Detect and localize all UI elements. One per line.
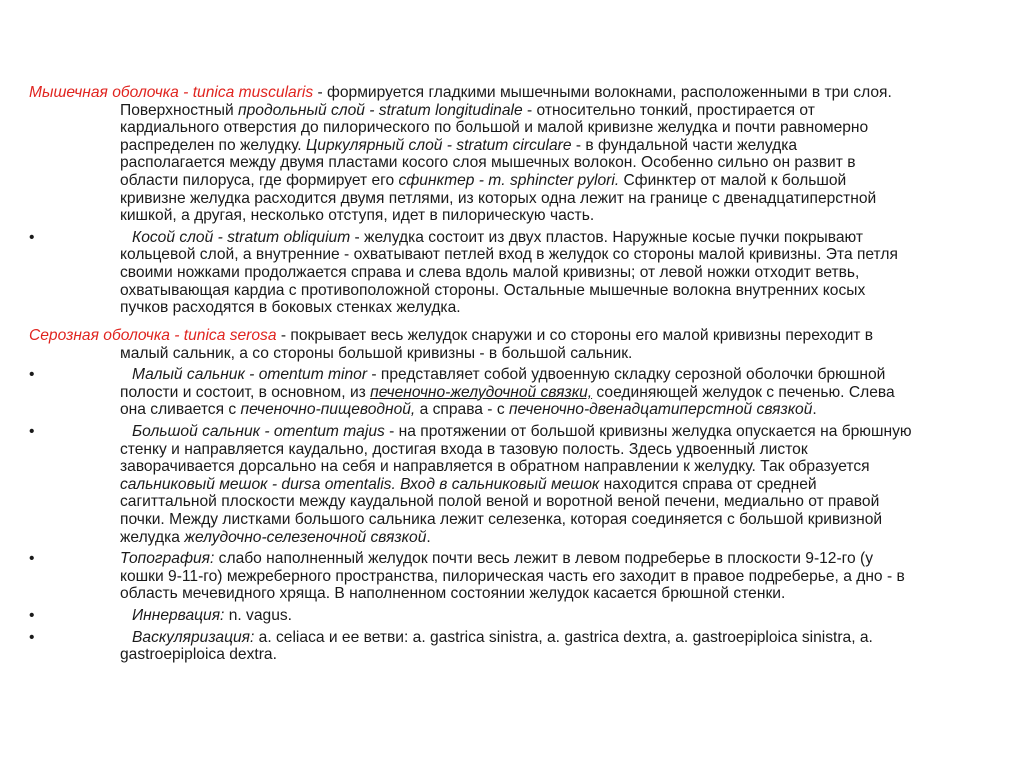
text-line: сальниковый мешок - dursa omentalis. Вход в сальниковый мешок находится справа от средней bbox=[120, 475, 817, 493]
text-line: заворачивается дорсально на себя и направляется в обратном направлении к желудку. Так образуется bbox=[120, 458, 870, 476]
text-line: кольцевой слой, а внутренние - охватывают петлей вход в желудок со стороны малой кривизны. Эта петля bbox=[120, 246, 898, 264]
text-line: Большой сальник - omentum majus - на протяжении от большой кривизны желудка опускается на брюшную bbox=[132, 422, 912, 440]
text-line: кривизне желудка расходится двумя петлями, из которых одна лежит на границе с двенадцатиперстной bbox=[120, 189, 877, 207]
text-line: почки. Между листками большого сальника лежит селезенка, которая соединяется с большой кривизной bbox=[120, 510, 883, 528]
text-line: Косой слой - stratum obliquium - желудка состоит из двух пластов. Наружные косые пучки покрывают bbox=[132, 228, 863, 246]
omental-bursa-term: сальниковый мешок - dursa omentalis. bbox=[120, 475, 396, 493]
list-item-topography bbox=[0, 550, 1024, 603]
serous-coat-paragraph bbox=[0, 327, 1024, 362]
text-line: кошки 9-11-го) межреберного пространства, пилорическая часть его заходит в правое подреберье, а дно - в bbox=[120, 567, 905, 585]
bullet-icon: • bbox=[29, 422, 35, 440]
list-item-oblique-layer bbox=[0, 229, 1024, 317]
innervation-term: Иннервация: bbox=[132, 606, 225, 624]
serous-coat-term: Серозная оболочка - tunica serosa bbox=[29, 327, 277, 344]
text-line: кардиального отверстия до пилорического по большой и малой кривизне желудка и почти равномерно bbox=[120, 119, 869, 137]
text-line: своими ножками продолжается справа и слева вдоль малой кривизны; от левой ножки отходит ветвь, bbox=[120, 263, 860, 281]
list-item-vascularization bbox=[0, 629, 1024, 664]
omental-bursa-entrance-term: Вход в сальниковый мешок bbox=[400, 475, 600, 493]
text-line: пучков расходятся в боковых стенках желудка. bbox=[120, 299, 461, 317]
greater-omentum-term: Большой сальник - omentum majus bbox=[132, 422, 385, 440]
gastrosplenic-ligament-term: желудочно-селезеночной связкой bbox=[184, 528, 427, 546]
text-line: охватывающая кардиа с противоположной стороны. Остальные мышечные волокна внутренних косых bbox=[120, 281, 866, 299]
list-item-innervation bbox=[0, 607, 1024, 625]
hepatoduodenal-ligament-term: печеночно-двенадцатиперстной связкой bbox=[508, 401, 813, 419]
text-line: Мышечная оболочка - tunica muscularis - формируется гладкими мышечными волокнами, расположенными в три слоя. bbox=[29, 84, 892, 101]
text-line: Топография: слабо наполненный желудок почти весь лежит в левом подреберье в плоскости 9-12-го (у bbox=[120, 550, 874, 568]
serous-coat-section bbox=[0, 327, 1024, 664]
text-line: области пилоруса, где формирует его сфинктер - m. sphincter pylori. Сфинктер от малой к большой bbox=[120, 171, 847, 189]
muscular-coat-term: Мышечная оболочка - tunica muscularis bbox=[29, 84, 314, 101]
vascularization-term: Васкуляризация: bbox=[132, 628, 255, 646]
bullet-icon: • bbox=[29, 366, 35, 384]
bullet-icon: • bbox=[29, 628, 35, 646]
bullet-icon: • bbox=[29, 606, 35, 624]
text-line: область мечевидного хряща. В наполненном состоянии желудок касается брюшной стенки. bbox=[120, 585, 786, 603]
text-line: Малый сальник - omentum minor - представляет собой удвоенную складку серозной оболочки брюшной bbox=[132, 366, 886, 384]
text-line: gastroepiploica dextra. bbox=[120, 646, 277, 664]
text-line: Серозная оболочка - tunica serosa - покрывает весь желудок снаружи и со стороны его малой кривизны переходит в bbox=[29, 327, 874, 344]
sphincter-term: сфинктер - m. sphincter pylori. bbox=[398, 171, 620, 189]
bullet-icon: • bbox=[29, 228, 35, 246]
hepatoesophageal-term: печеночно-пищеводной, bbox=[240, 401, 416, 419]
text-line: распределен по желудку. Циркулярный слой - stratum circulare - в фундальной части желудка bbox=[120, 136, 798, 154]
oblique-layer-term: Косой слой - stratum obliquium bbox=[132, 228, 351, 246]
muscular-coat-paragraph bbox=[0, 84, 1024, 225]
muscular-coat-section bbox=[0, 84, 1024, 317]
text-line: малый сальник, а со стороны большой кривизны - в большой сальник. bbox=[120, 344, 633, 362]
longitudinal-layer-term: продольный слой - stratum longitudinale bbox=[238, 101, 523, 119]
text-line: она сливается с печеночно-пищеводной, а справа - с печеночно-двенадцатиперстной связкой. bbox=[120, 401, 817, 419]
text-line: Васкуляризация: a. celiaca и ее ветви: a. gastrica sinistra, a. gastrica dextra, a. gastroepiploica sinistra, a. bbox=[132, 628, 873, 646]
hepatogastric-ligament-term: печеночно-желудочной связки, bbox=[370, 383, 593, 401]
topography-term: Топография: bbox=[120, 550, 215, 568]
circular-layer-term: Циркулярный слой - stratum circulare bbox=[305, 136, 572, 154]
text-line: кишкой, а другая, несколько отступя, идет в пилорическую часть. bbox=[120, 207, 595, 225]
text-line: сагиттальной плоскости между каудальной полой веной и воротной веной печени, медиально от правой bbox=[120, 493, 880, 511]
text-line: полости и состоит, в основном, из печеночно-желудочной связки, соединяющей желудок с печенью. Слева bbox=[120, 383, 895, 401]
list-item-greater-omentum bbox=[0, 423, 1024, 546]
list-item-lesser-omentum bbox=[0, 366, 1024, 419]
text-line: Поверхностный продольный слой - stratum longitudinale - относительно тонкий, простирается от bbox=[120, 101, 815, 119]
lesser-omentum-term: Малый сальник - omentum minor bbox=[132, 366, 368, 384]
text-line: располагается между двумя пластами косого слоя мышечных волокон. Особенно сильно он развит в bbox=[120, 154, 856, 172]
text-line: стенку и направляется каудально, достигая входа в тазовую полость. Здесь удвоенный листок bbox=[120, 440, 808, 458]
text-line: Иннервация: n. vagus. bbox=[132, 606, 293, 624]
text-line: желудка желудочно-селезеночной связкой. bbox=[120, 528, 431, 546]
bullet-icon: • bbox=[29, 550, 35, 568]
